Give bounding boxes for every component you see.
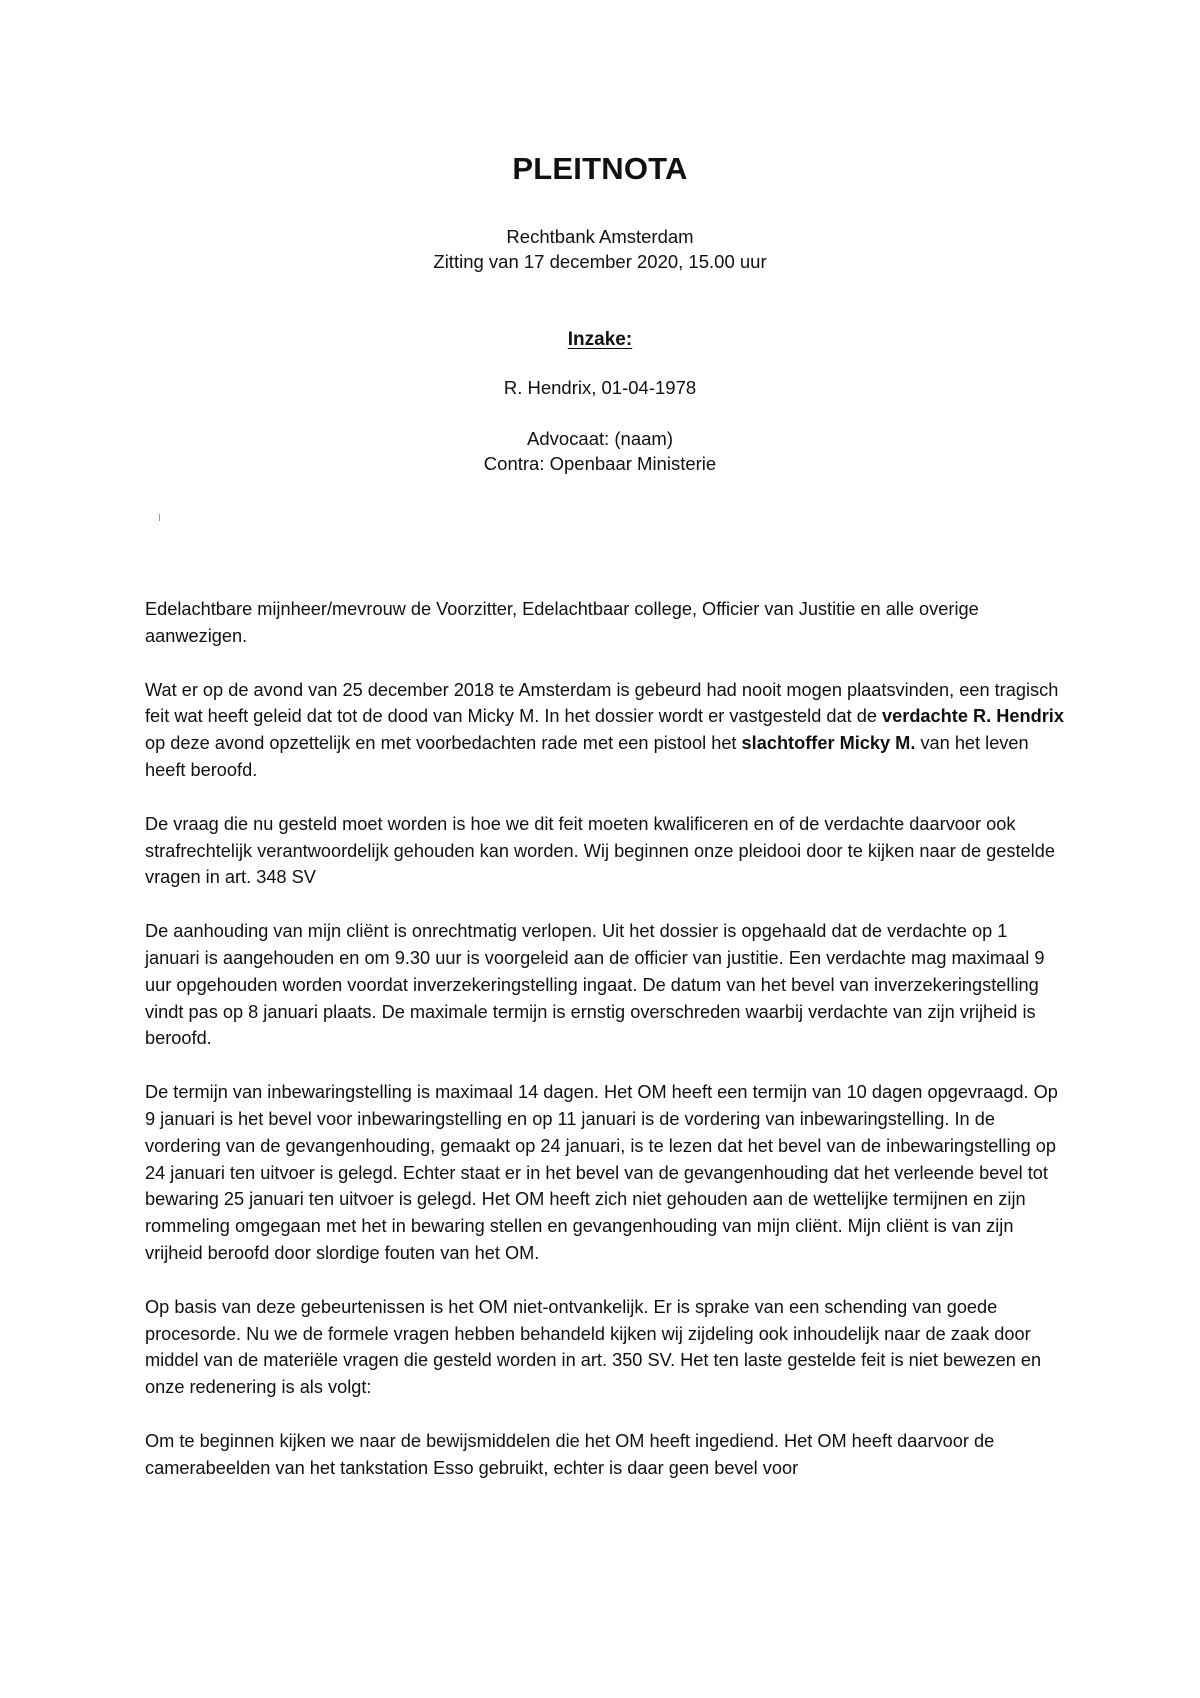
text-segment: Wat er op de avond van 25 december 2018 te Amsterdam is gebeurd had nooit mogen plaatsvinden, een tragisch feit wat heeft geleid dat tot de dood van Micky M. In het dossier wordt er vastgesteld dat de	[145, 679, 1059, 727]
text-segment: Edelachtbare mijnheer/mevrouw de Voorzitter, Edelachtbaar college, Officier van Justitie en alle overige aanwezigen.	[145, 599, 979, 646]
body-paragraph	[145, 677, 1065, 784]
text-segment: van het leven heeft beroofd.	[145, 733, 1029, 780]
text-segment: De termijn van inbewaringstelling is maximaal 14 dagen. Het OM heeft een termijn van 10 dagen opgevraagd. Op 9 januari is het bevel voor inbewaringstelling en op 11 januari is de vordering van inbewaringstelling. In de vordering van de gevangenhouding, gemaakt op 24 januari, is te lezen dat het bevel van de inbewaringstelling op 24 januari ten uitvoer is gelegd. Echter staat er in het bevel van de gevangenhouding dat het verleende bevel tot bewaring 25 januari ten uitvoer is gelegd. Het OM heeft zich niet gehouden aan de wettelijke termijnen en zijn rommeling omgegaan met het in bewaring stellen en gevangenhouding van mijn cliënt. Mijn cliënt is van zijn vrijheid beroofd door slordige fouten van het OM.	[145, 1082, 1058, 1263]
bold-text-segment: verdachte R. Hendrix	[882, 706, 1064, 727]
subject-heading-text: Inzake:	[567, 329, 633, 350]
court-name: Rechtbank Amsterdam	[506, 226, 694, 247]
opponent-line: Contra: Openbaar Ministerie	[483, 453, 717, 474]
document-title: PLEITNOTA	[512, 151, 688, 186]
lawyer-line: Advocaat: (naam)	[526, 428, 673, 449]
body-paragraph	[145, 1428, 1065, 1482]
text-segment: De aanhouding van mijn cliënt is onrechtmatig verlopen. Uit het dossier is opgehaald dat de verdachte op 1 januari is aangehouden en om 9.30 uur is voorgeleid aan de officier van justitie. Een verdachte mag maximaal 9 uur opgehouden worden voordat inverzekeringstelling ingaat. De datum van het bevel van inverzekeringstelling vindt pas op 8 januari plaats. De maximale termijn is ernstig overschreden waarbij verdachte van zijn vrijheid is beroofd.	[145, 921, 1045, 1049]
text-segment: Op basis van deze gebeurtenissen is het OM niet-ontvankelijk. Er is sprake van een schending van goede procesorde. Nu we de formele vragen hebben behandeld kijken wij zijdeling ook inhoudelijk naar de zaak door middel van de materiële vragen die gesteld worden in art. 350 SV. Het ten laste gestelde feit is niet bewezen en onze redenering is als volgt:	[145, 1296, 1042, 1398]
body-paragraph	[145, 918, 1065, 1052]
client-line: R. Hendrix, 01-04-1978	[503, 377, 697, 398]
body-paragraph	[145, 596, 1065, 650]
body-paragraph	[145, 1294, 1065, 1401]
text-segment: Om te beginnen kijken we naar de bewijsmiddelen die het OM heeft ingediend. Het OM heeft daarvoor de camerabeelden van het tankstation Esso gebruikt, echter is daar geen bevel voor	[145, 1430, 995, 1478]
text-segment: op deze avond opzettelijk en met voorbedachten rade met een pistool het	[145, 733, 742, 754]
body-paragraph	[145, 1079, 1065, 1267]
stray-mark	[159, 514, 160, 521]
subject-heading	[0, 327, 1200, 353]
document-body	[145, 596, 1065, 1509]
bold-text-segment: slachtoffer Micky M.	[741, 733, 916, 754]
body-paragraph	[145, 811, 1065, 891]
text-segment: De vraag die nu gesteld moet worden is hoe we dit feit moeten kwalificeren en of de verdachte daarvoor ook strafrechtelijk verantwoordelijk gehouden kan worden. Wij beginnen onze pleidooi door te kijken naar de gestelde vragen in art. 348 SV	[145, 813, 1055, 888]
session-date: Zitting van 17 december 2020, 15.00 uur	[433, 251, 767, 272]
